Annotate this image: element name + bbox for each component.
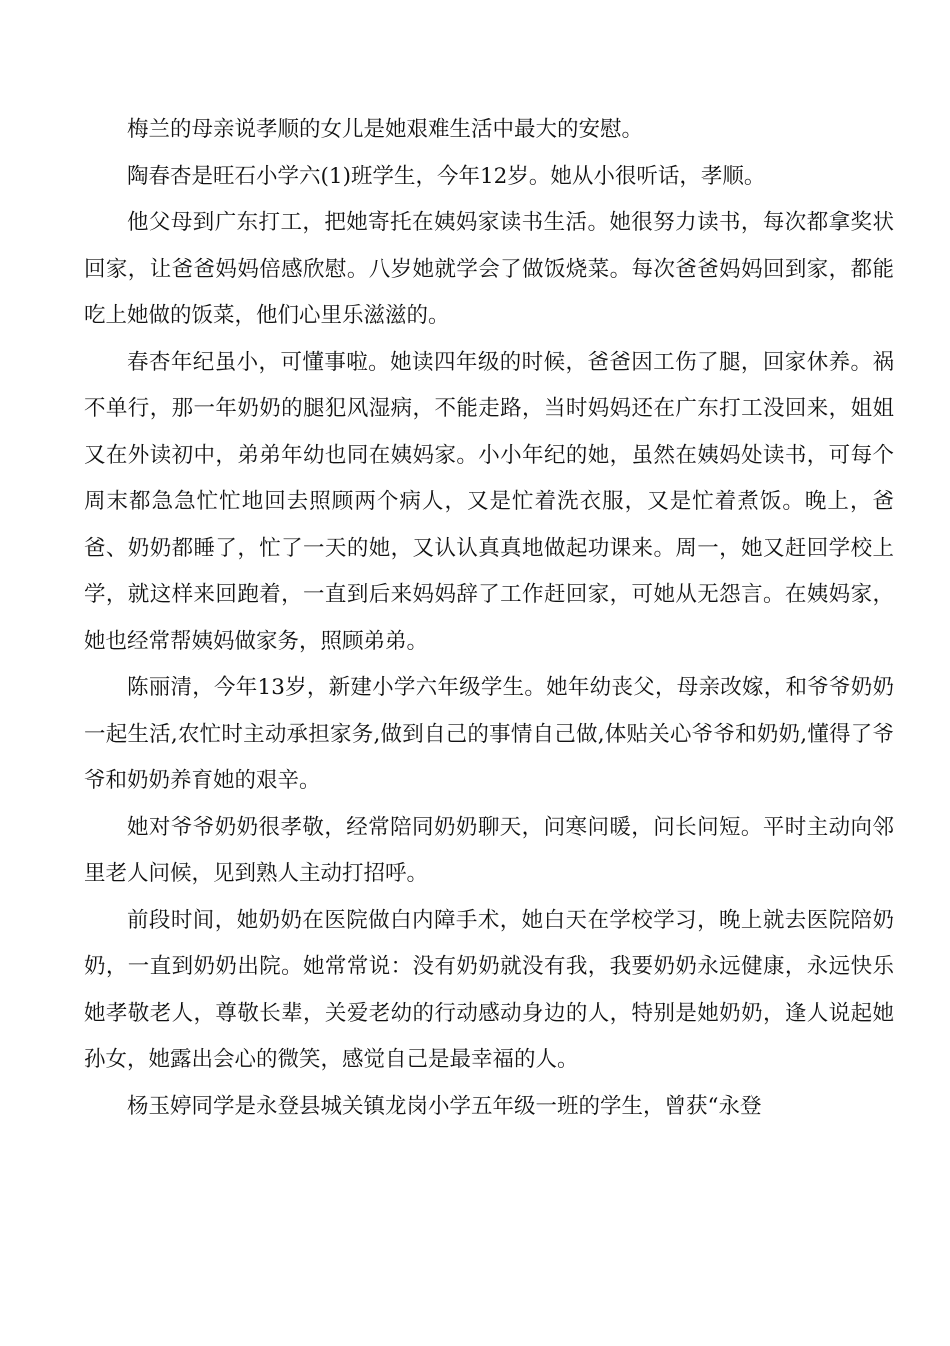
paragraph-6: 她对爷爷奶奶很孝敬，经常陪同奶奶聊天，问寒问暖，问长问短。平时主动向邻里老人问候，见到熟人主动打招呼。 xyxy=(84,814,894,886)
paragraph-7: 前段时间，她奶奶在医院做白内障手术，她白天在学校学习，晚上就去医院陪奶奶，一直到奶奶出院。她常常说：没有奶奶就没有我，我要奶奶永远健康，永远快乐她孝敬老人，尊敬长辈，关爱老幼的行动感动身边的人，特别是她奶奶，逢人说起她孙女，她露出会心的微笑，感觉自己是最幸福的人。 xyxy=(84,907,894,1072)
paragraph-5: 陈丽清，今年13岁，新建小学六年级学生。她年幼丧父，母亲改嫁，和爷爷奶奶一起生活,农忙时主动承担家务,做到自己的事情自己做,体贴关心爷爷和奶奶,懂得了爷爷和奶奶养育她的艰辛。 xyxy=(84,675,894,793)
paragraph-4: 春杏年纪虽小，可懂事啦。她读四年级的时候，爸爸因工伤了腿，回家休养。祸不单行，那一年奶奶的腿犯风湿病，不能走路，当时妈妈还在广东打工没回来，姐姐又在外读初中，弟弟年幼也同在姨妈家。小小年纪的她，虽然在姨妈处读书，可每个周末都急急忙忙地回去照顾两个病人，又是忙着洗衣服，又是忙着煮饭。晚上，爸爸、奶奶都睡了，忙了一天的她，又认认真真地做起功课来。周一，她又赶回学校上学，就这样来回跑着，一直到后来妈妈辞了工作赶回家，可她从无怨言。在姨妈家，她也经常帮姨妈做家务，照顾弟弟。 xyxy=(84,349,894,654)
paragraph-3: 他父母到广东打工，把她寄托在姨妈家读书生活。她很努力读书，每次都拿奖状回家，让爸爸妈妈倍感欣慰。八岁她就学会了做饭烧菜。每次爸爸妈妈回到家，都能吃上她做的饭菜，他们心里乐滋滋的。 xyxy=(84,210,894,328)
paragraph-2: 陶春杏是旺石小学六(1)班学生，今年12岁。她从小很听话，孝顺。 xyxy=(127,163,766,189)
paragraph-1: 梅兰的母亲说孝顺的女儿是她艰难生活中最大的安慰。 xyxy=(127,117,644,142)
paragraph-8: 杨玉婷同学是永登县城关镇龙岗小学五年级一班的学生，曾获“永登 xyxy=(127,1093,762,1119)
document-body xyxy=(84,107,894,1130)
